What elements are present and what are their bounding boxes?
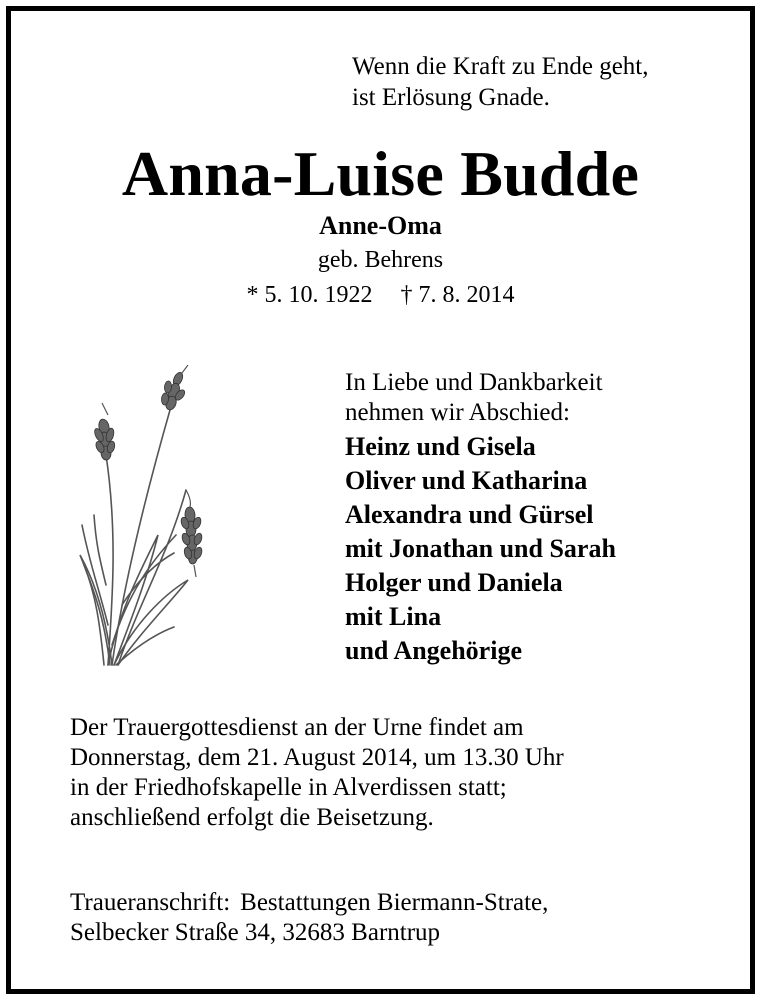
mourning-address — [70, 888, 548, 948]
address-line: Selbecker Straße 34, 32683 Barntrup — [70, 919, 441, 946]
motto-line: Wenn die Kraft zu Ende geht, — [352, 53, 649, 80]
address-label: Traueranschrift: — [70, 889, 231, 916]
wheat-stalks-icon — [78, 365, 218, 675]
mourner-line: mit Lina — [345, 602, 442, 631]
mourner-line: und Angehörige — [345, 636, 522, 665]
motto-line: ist Erlösung Gnade. — [352, 84, 550, 111]
service-line: in der Friedhofskapelle in Alverdissen statt; — [70, 774, 507, 801]
farewell-line: In Liebe und Dankbarkeit — [345, 369, 603, 396]
mourner-line: Holger und Daniela — [345, 568, 563, 597]
farewell-line: nehmen wir Abschied: — [345, 399, 570, 426]
birth-date: * 5. 10. 1922 — [246, 282, 373, 308]
death-date: † 7. 8. 2014 — [400, 282, 515, 308]
life-dates — [0, 280, 761, 310]
mourner-line: Alexandra und Gürsel — [345, 500, 594, 529]
deceased-nickname: Anne-Oma — [319, 211, 442, 240]
service-line: Der Trauergottesdienst an der Urne findet am — [70, 714, 524, 741]
mourners-list — [345, 430, 616, 668]
farewell-text — [345, 368, 603, 428]
birth-name: geb. Behrens — [317, 247, 444, 273]
mourner-line: Oliver und Katharina — [345, 466, 588, 495]
mourner-line: mit Jonathan und Sarah — [345, 534, 616, 563]
motto-verse — [352, 51, 648, 113]
service-line: Donnerstag, dem 21. August 2014, um 13.30 Uhr — [70, 744, 564, 771]
address-line: Bestattungen Biermann-Strate, — [240, 889, 549, 916]
service-info — [70, 713, 564, 833]
mourner-line: Heinz und Gisela — [345, 432, 536, 461]
deceased-name: Anna-Luise Budde — [121, 138, 640, 209]
service-line: anschließend erfolgt die Beisetzung. — [70, 804, 434, 831]
